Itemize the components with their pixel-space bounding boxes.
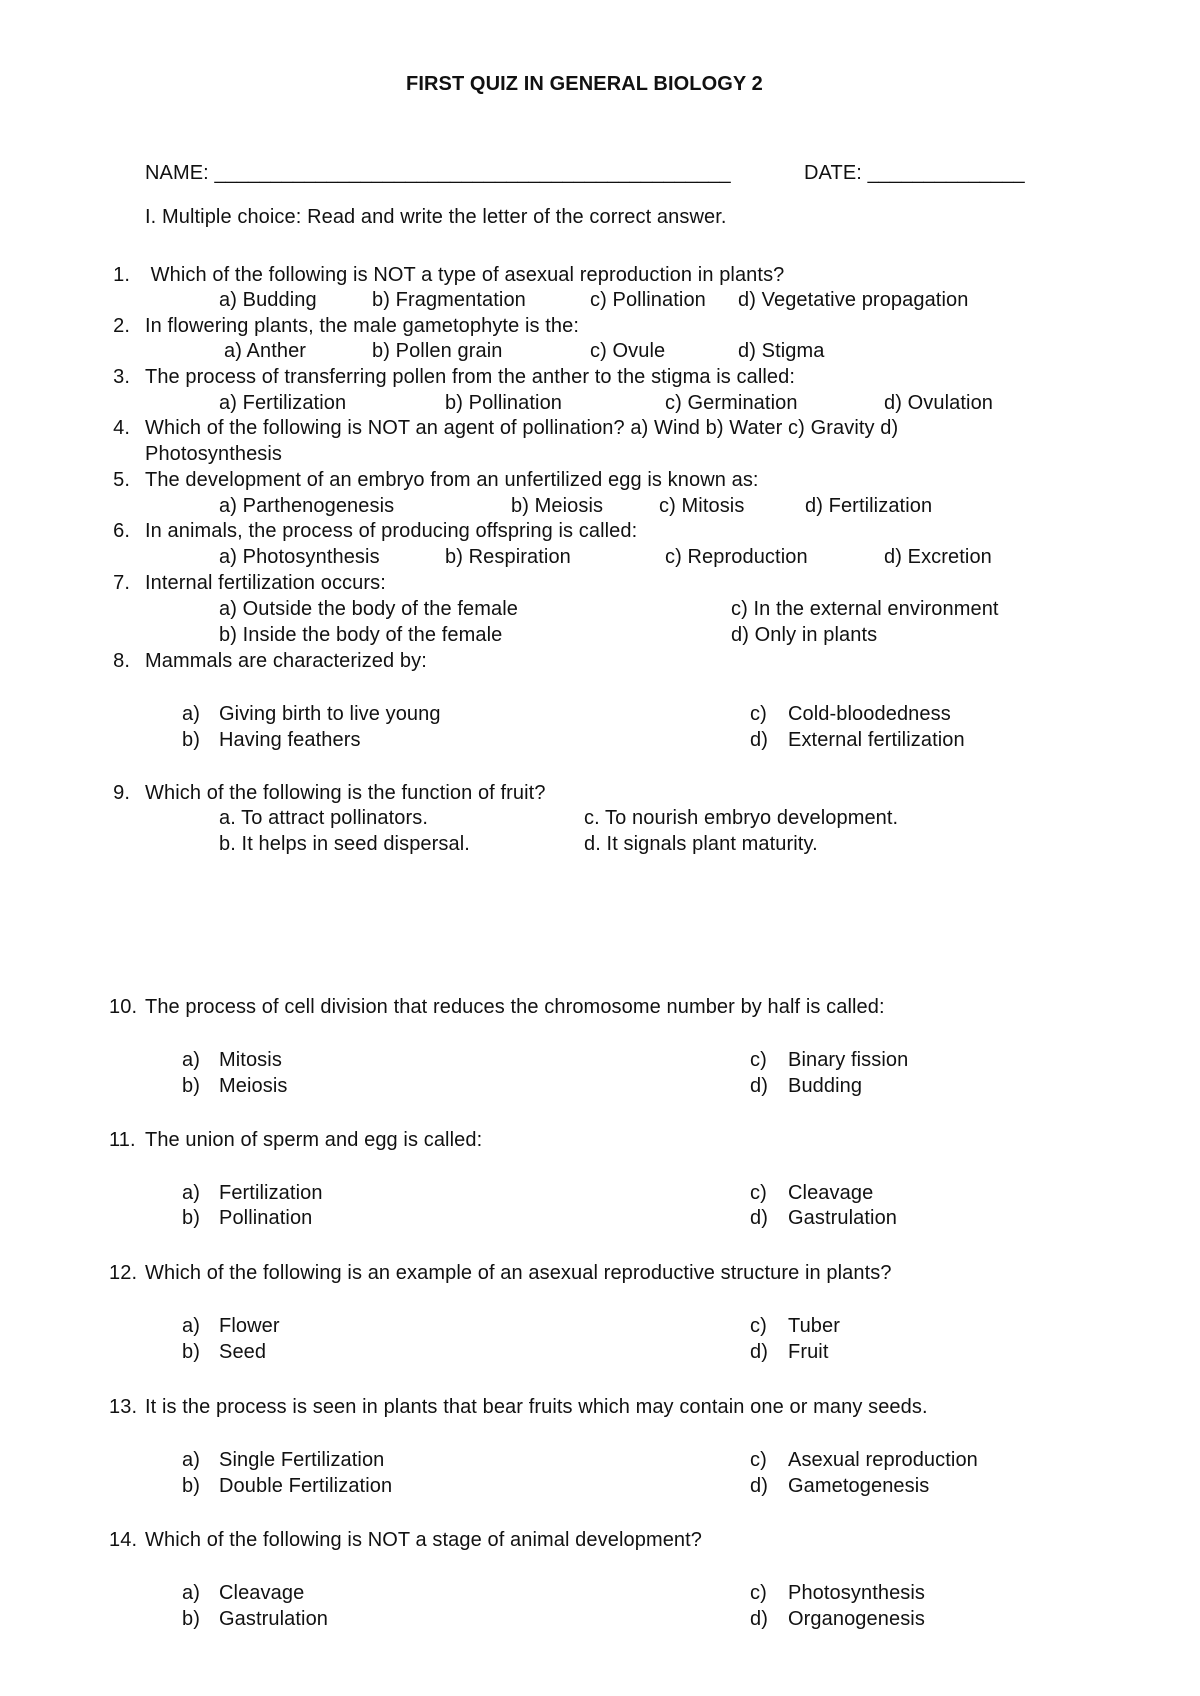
choice: b) Meiosis [511,495,604,517]
question-number: 6. [113,520,130,542]
choice: c) In the external environment [731,598,999,620]
choice-letter: d) [750,1608,768,1630]
choice-letter: b) [182,1608,200,1630]
choice: Photosynthesis [788,1582,926,1604]
question-text: The process of transferring pollen from the anther to the stigma is called: [145,366,796,388]
page-title: FIRST QUIZ IN GENERAL BIOLOGY 2 [406,73,763,95]
question-number: 1. [113,264,130,286]
question-number: 5. [113,469,130,491]
choice: b) Pollen grain [372,340,503,362]
choice-letter: a) [182,1449,200,1471]
choice: Having feathers [219,729,361,751]
choice: Cleavage [788,1182,874,1204]
choice: Cold-bloodedness [788,703,951,725]
choice-letter: a) [182,1315,200,1337]
choice: b) Pollination [445,392,563,414]
choice: Gametogenesis [788,1475,930,1497]
choice: c) Pollination [590,289,706,311]
choice: a) Parthenogenesis [219,495,395,517]
choice-letter: b) [182,729,200,751]
choice: d) Excretion [884,546,992,568]
choice: d) Fertilization [805,495,933,517]
choice: Asexual reproduction [788,1449,978,1471]
choice-letter: a) [182,1049,200,1071]
choice: Cleavage [219,1582,305,1604]
choice-letter: c) [750,1182,767,1204]
choice: Seed [219,1341,267,1363]
choice-letter: d) [750,1475,768,1497]
choice-letter: b) [182,1341,200,1363]
choice: Mitosis [219,1049,282,1071]
choice: Single Fertilization [219,1449,385,1471]
choice: a) Anther [224,340,307,362]
choice-letter: c) [750,1315,767,1337]
question-text-continued: Photosynthesis [145,443,283,465]
choice: Flower [219,1315,280,1337]
choice-letter: c) [750,1449,767,1471]
choice: Budding [788,1075,863,1097]
choice: b) Respiration [445,546,571,568]
choice: b. It helps in seed dispersal. [219,833,470,855]
choice: d) Ovulation [884,392,994,414]
choice: d) Vegetative propagation [738,289,969,311]
choice: Gastrulation [219,1608,329,1630]
choice-letter: d) [750,1075,768,1097]
choice: c) Reproduction [665,546,808,568]
choice: d) Only in plants [731,624,878,646]
choice: a) Fertilization [219,392,347,414]
choice-letter: d) [750,729,768,751]
choice-letter: d) [750,1207,768,1229]
question-number: 9. [113,782,130,804]
choice: d) Stigma [738,340,825,362]
choice: Double Fertilization [219,1475,393,1497]
choice-letter: a) [182,703,200,725]
choice: Gastrulation [788,1207,898,1229]
question-text: The union of sperm and egg is called: [145,1129,483,1151]
name-field: NAME: ______________________________________________ [145,162,731,184]
choice: Binary fission [788,1049,909,1071]
question-number: 14. [109,1529,138,1551]
choice: Pollination [219,1207,313,1229]
question-text: Which of the following is the function of fruit? [145,782,546,804]
question-number: 13. [109,1396,138,1418]
question-number: 12. [109,1262,138,1284]
instructions: I. Multiple choice: Read and write the letter of the correct answer. [145,206,727,228]
choice: c) Mitosis [659,495,745,517]
choice: External fertilization [788,729,965,751]
choice: c) Ovule [590,340,666,362]
question-number: 11. [109,1129,136,1151]
choice: b) Inside the body of the female [219,624,503,646]
question-text: It is the process is seen in plants that bear fruits which may contain one or many seeds. [145,1396,928,1418]
choice: c) Germination [665,392,798,414]
choice: Fruit [788,1341,829,1363]
question-number: 4. [113,417,130,439]
choice: b) Fragmentation [372,289,526,311]
choice: Tuber [788,1315,841,1337]
question-text: Which of the following is an example of an asexual reproductive structure in plants? [145,1262,892,1284]
question-text: In animals, the process of producing offspring is called: [145,520,638,542]
choice: Fertilization [219,1182,323,1204]
question-number: 8. [113,650,130,672]
choice: a. To attract pollinators. [219,807,429,829]
choice: Giving birth to live young [219,703,441,725]
question-text: Which of the following is NOT an agent of pollination? a) Wind b) Water c) Gravity d) [145,417,899,439]
question-number: 2. [113,315,130,337]
date-field: DATE: ______________ [804,162,1025,184]
choice: a) Outside the body of the female [219,598,519,620]
question-number: 3. [113,366,130,388]
choice: d. It signals plant maturity. [584,833,818,855]
question-text: Internal fertilization occurs: [145,572,386,594]
question-number: 10. [109,996,138,1018]
choice-letter: c) [750,1582,767,1604]
choice: c. To nourish embryo development. [584,807,899,829]
question-text: The process of cell division that reduces the chromosome number by half is called: [145,996,885,1018]
question-number: 7. [113,572,130,594]
choice: Organogenesis [788,1608,925,1630]
question-text: Mammals are characterized by: [145,650,427,672]
question-text: Which of the following is NOT a stage of animal development? [145,1529,703,1551]
choice-letter: c) [750,703,767,725]
choice-letter: a) [182,1182,200,1204]
choice-letter: b) [182,1207,200,1229]
question-text: The development of an embryo from an unfertilized egg is known as: [145,469,759,491]
choice-letter: b) [182,1475,200,1497]
choice-letter: c) [750,1049,767,1071]
choice: a) Photosynthesis [219,546,380,568]
choice-letter: d) [750,1341,768,1363]
choice-letter: b) [182,1075,200,1097]
choice: Meiosis [219,1075,288,1097]
choice-letter: a) [182,1582,200,1604]
question-text: Which of the following is NOT a type of asexual reproduction in plants? [145,264,785,286]
question-text: In flowering plants, the male gametophyte is the: [145,315,580,337]
choice: a) Budding [219,289,317,311]
